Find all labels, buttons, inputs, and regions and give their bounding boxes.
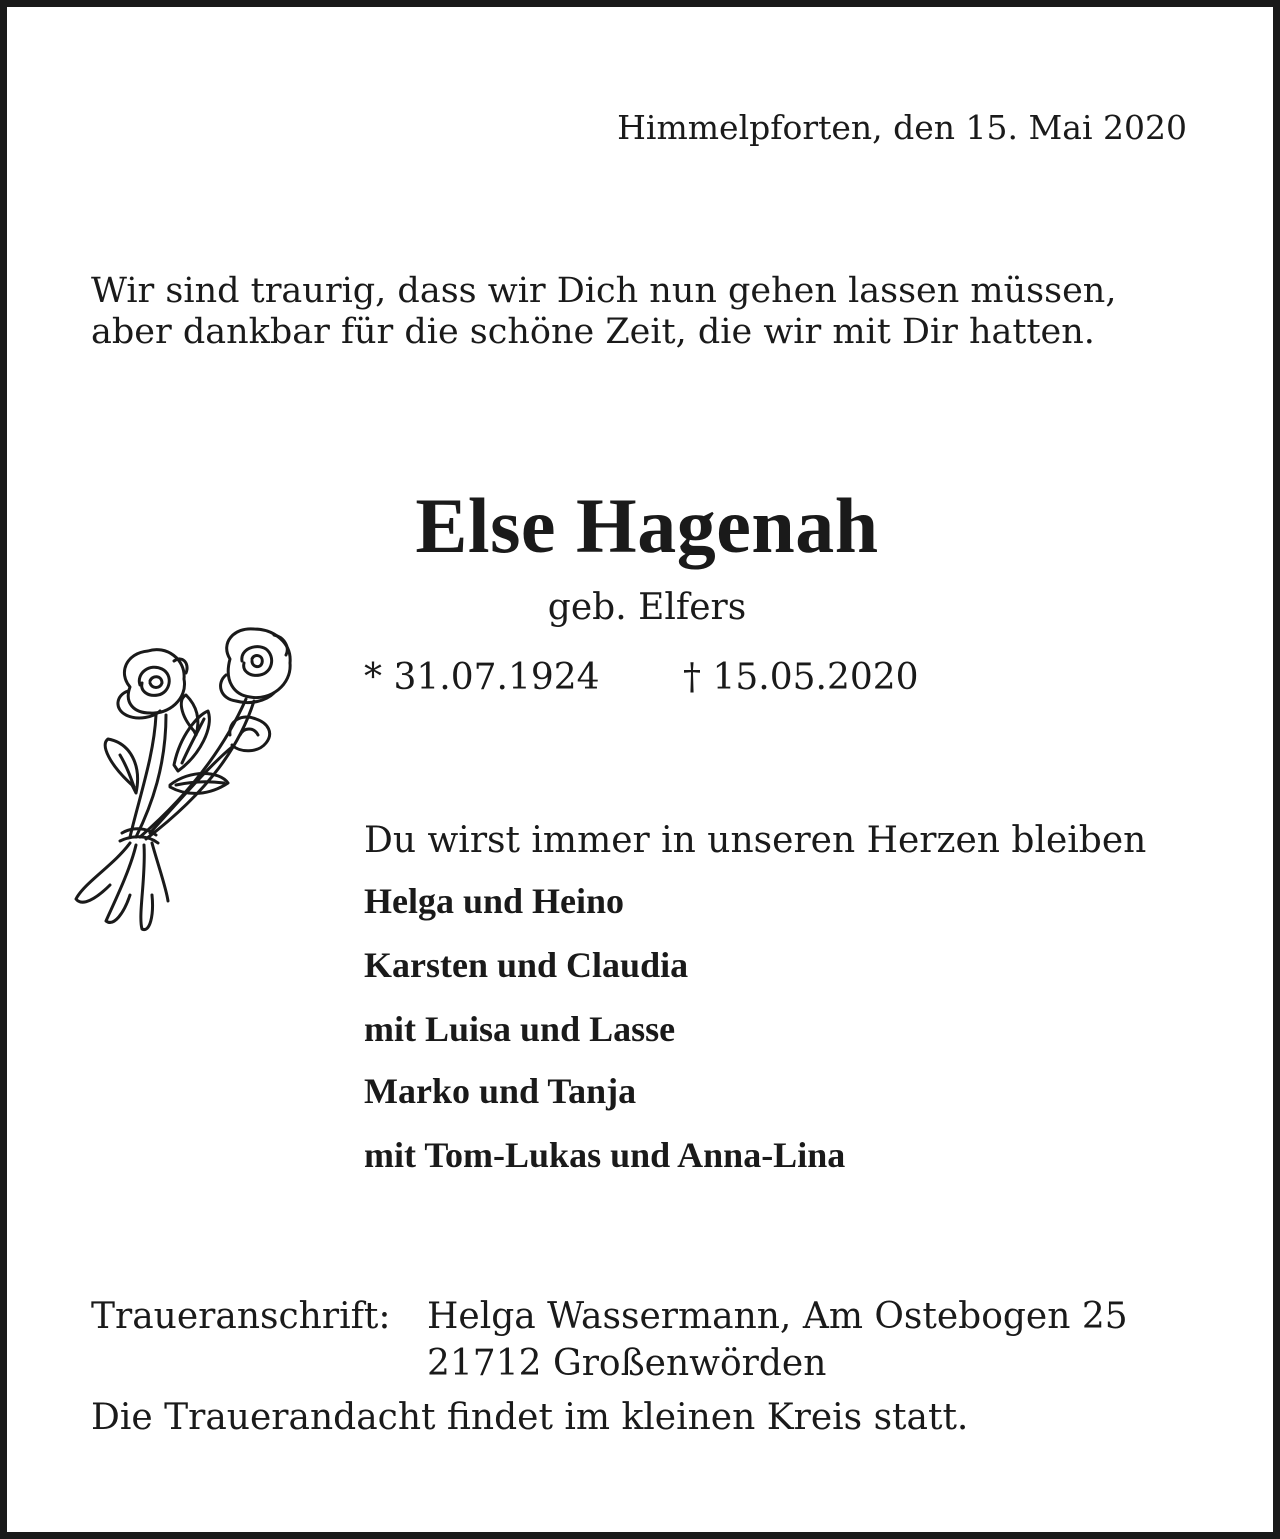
birth-date: * 31.07.1924 [364, 657, 600, 698]
mourner-line: mit Tom-Lukas und Anna-Lina [364, 1135, 846, 1175]
death-date: † 15.05.2020 [683, 657, 919, 698]
mourner-line: Karsten und Claudia [364, 945, 689, 985]
closing-line: Du wirst immer in unseren Herzen bleiben [364, 820, 1147, 861]
quote-text [91, 271, 1116, 353]
address-line-2: 21712 Großenwörden [427, 1343, 827, 1384]
quote-line-1: Wir sind traurig, dass wir Dich nun gehen lassen müssen, [91, 271, 1117, 311]
quote-line-2: aber dankbar für die schöne Zeit, die wir mit Dir hatten. [91, 312, 1095, 352]
mourner-line: mit Luisa und Lasse [364, 1009, 676, 1049]
address-label: Traueranschrift: [91, 1296, 391, 1337]
place-date: Himmelpforten, den 15. Mai 2020 [617, 108, 1187, 147]
mourner-line: Helga und Heino [364, 881, 625, 921]
deceased-name: Else Hagenah [415, 482, 879, 569]
roses-illustration-icon [70, 615, 310, 941]
service-note: Die Trauerandacht findet im kleinen Kreis statt. [91, 1397, 969, 1438]
maiden-name: geb. Elfers [547, 587, 747, 628]
mourner-line: Marko und Tanja [364, 1071, 637, 1111]
address-line-1: Helga Wassermann, Am Ostebogen 25 [427, 1296, 1128, 1337]
